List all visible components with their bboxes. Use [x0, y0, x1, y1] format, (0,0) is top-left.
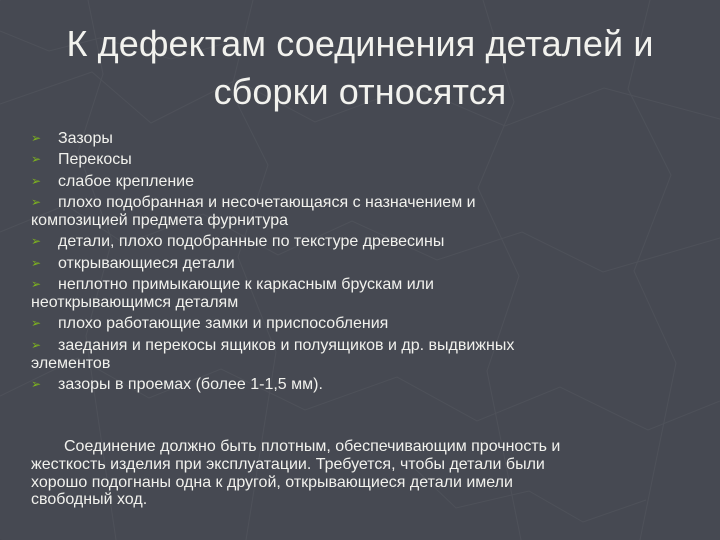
arrow-bullet-icon: ➢ — [31, 131, 42, 145]
arrow-bullet-icon: ➢ — [31, 173, 42, 188]
list-item-text-line-1: заедания и перекосы ящиков и полуящиков и др. выдвижных — [58, 336, 515, 354]
list-item-weak-fastening — [31, 173, 691, 191]
list-item-text: открывающиеся детали — [58, 254, 235, 272]
arrow-bullet-icon: ➢ — [31, 152, 42, 167]
connection-requirements-paragraph — [31, 438, 711, 509]
list-item-text: плохо работающие замки и приспособления — [58, 315, 389, 333]
arrow-bullet-icon: ➢ — [31, 337, 42, 352]
arrow-bullet-icon: ➢ — [31, 376, 42, 391]
arrow-bullet-icon: ➢ — [31, 255, 42, 270]
title-line-2: сборки относятся — [213, 71, 507, 112]
list-item-text-line-2: неоткрывающимся деталям — [31, 293, 239, 311]
list-item-text-line-1: неплотно примыкающие к каркасным брускам или — [58, 276, 434, 294]
list-item-drawers — [31, 337, 691, 373]
slide-title — [22, 20, 698, 116]
list-item-wood-texture — [31, 233, 691, 251]
list-item-skews — [31, 151, 691, 169]
list-item-text-line-1: плохо подобранная и несочетающаяся с назначением и — [58, 194, 476, 212]
list-item-text: Зазоры — [58, 130, 113, 147]
paragraph-line-2: жесткость изделия при эксплуатации. Требуется, чтобы детали были — [31, 455, 545, 473]
arrow-bullet-icon: ➢ — [31, 277, 42, 292]
list-item-gaps — [31, 130, 691, 148]
list-item-locks — [31, 315, 691, 333]
paragraph-line-3: хорошо подогнаны одна к другой, открывающиеся детали имели — [31, 473, 513, 491]
defects-list — [31, 130, 691, 397]
list-item-text-line-2: элементов — [31, 354, 111, 372]
list-item-fittings — [31, 194, 691, 230]
list-item-opening-parts — [31, 255, 691, 273]
list-item-text: слабое крепление — [58, 172, 195, 190]
list-item-text-line-2: композицией предмета фурнитура — [31, 211, 289, 229]
list-item-text: зазоры в проемах (более 1-1,5 мм). — [58, 375, 323, 393]
arrow-bullet-icon: ➢ — [31, 195, 42, 210]
title-line-1: К дефектам соединения деталей и — [66, 23, 654, 64]
paragraph-line-4: свободный ход. — [31, 491, 148, 509]
list-item-text: Перекосы — [58, 151, 132, 169]
arrow-bullet-icon: ➢ — [31, 234, 42, 249]
paragraph-line-1: Соединение должно быть плотным, обеспечивающим прочность и — [64, 438, 561, 455]
list-item-openings-gaps — [31, 376, 691, 394]
list-item-loose-fit — [31, 276, 691, 312]
arrow-bullet-icon: ➢ — [31, 316, 42, 331]
list-item-text: детали, плохо подобранные по текстуре древесины — [58, 233, 445, 251]
